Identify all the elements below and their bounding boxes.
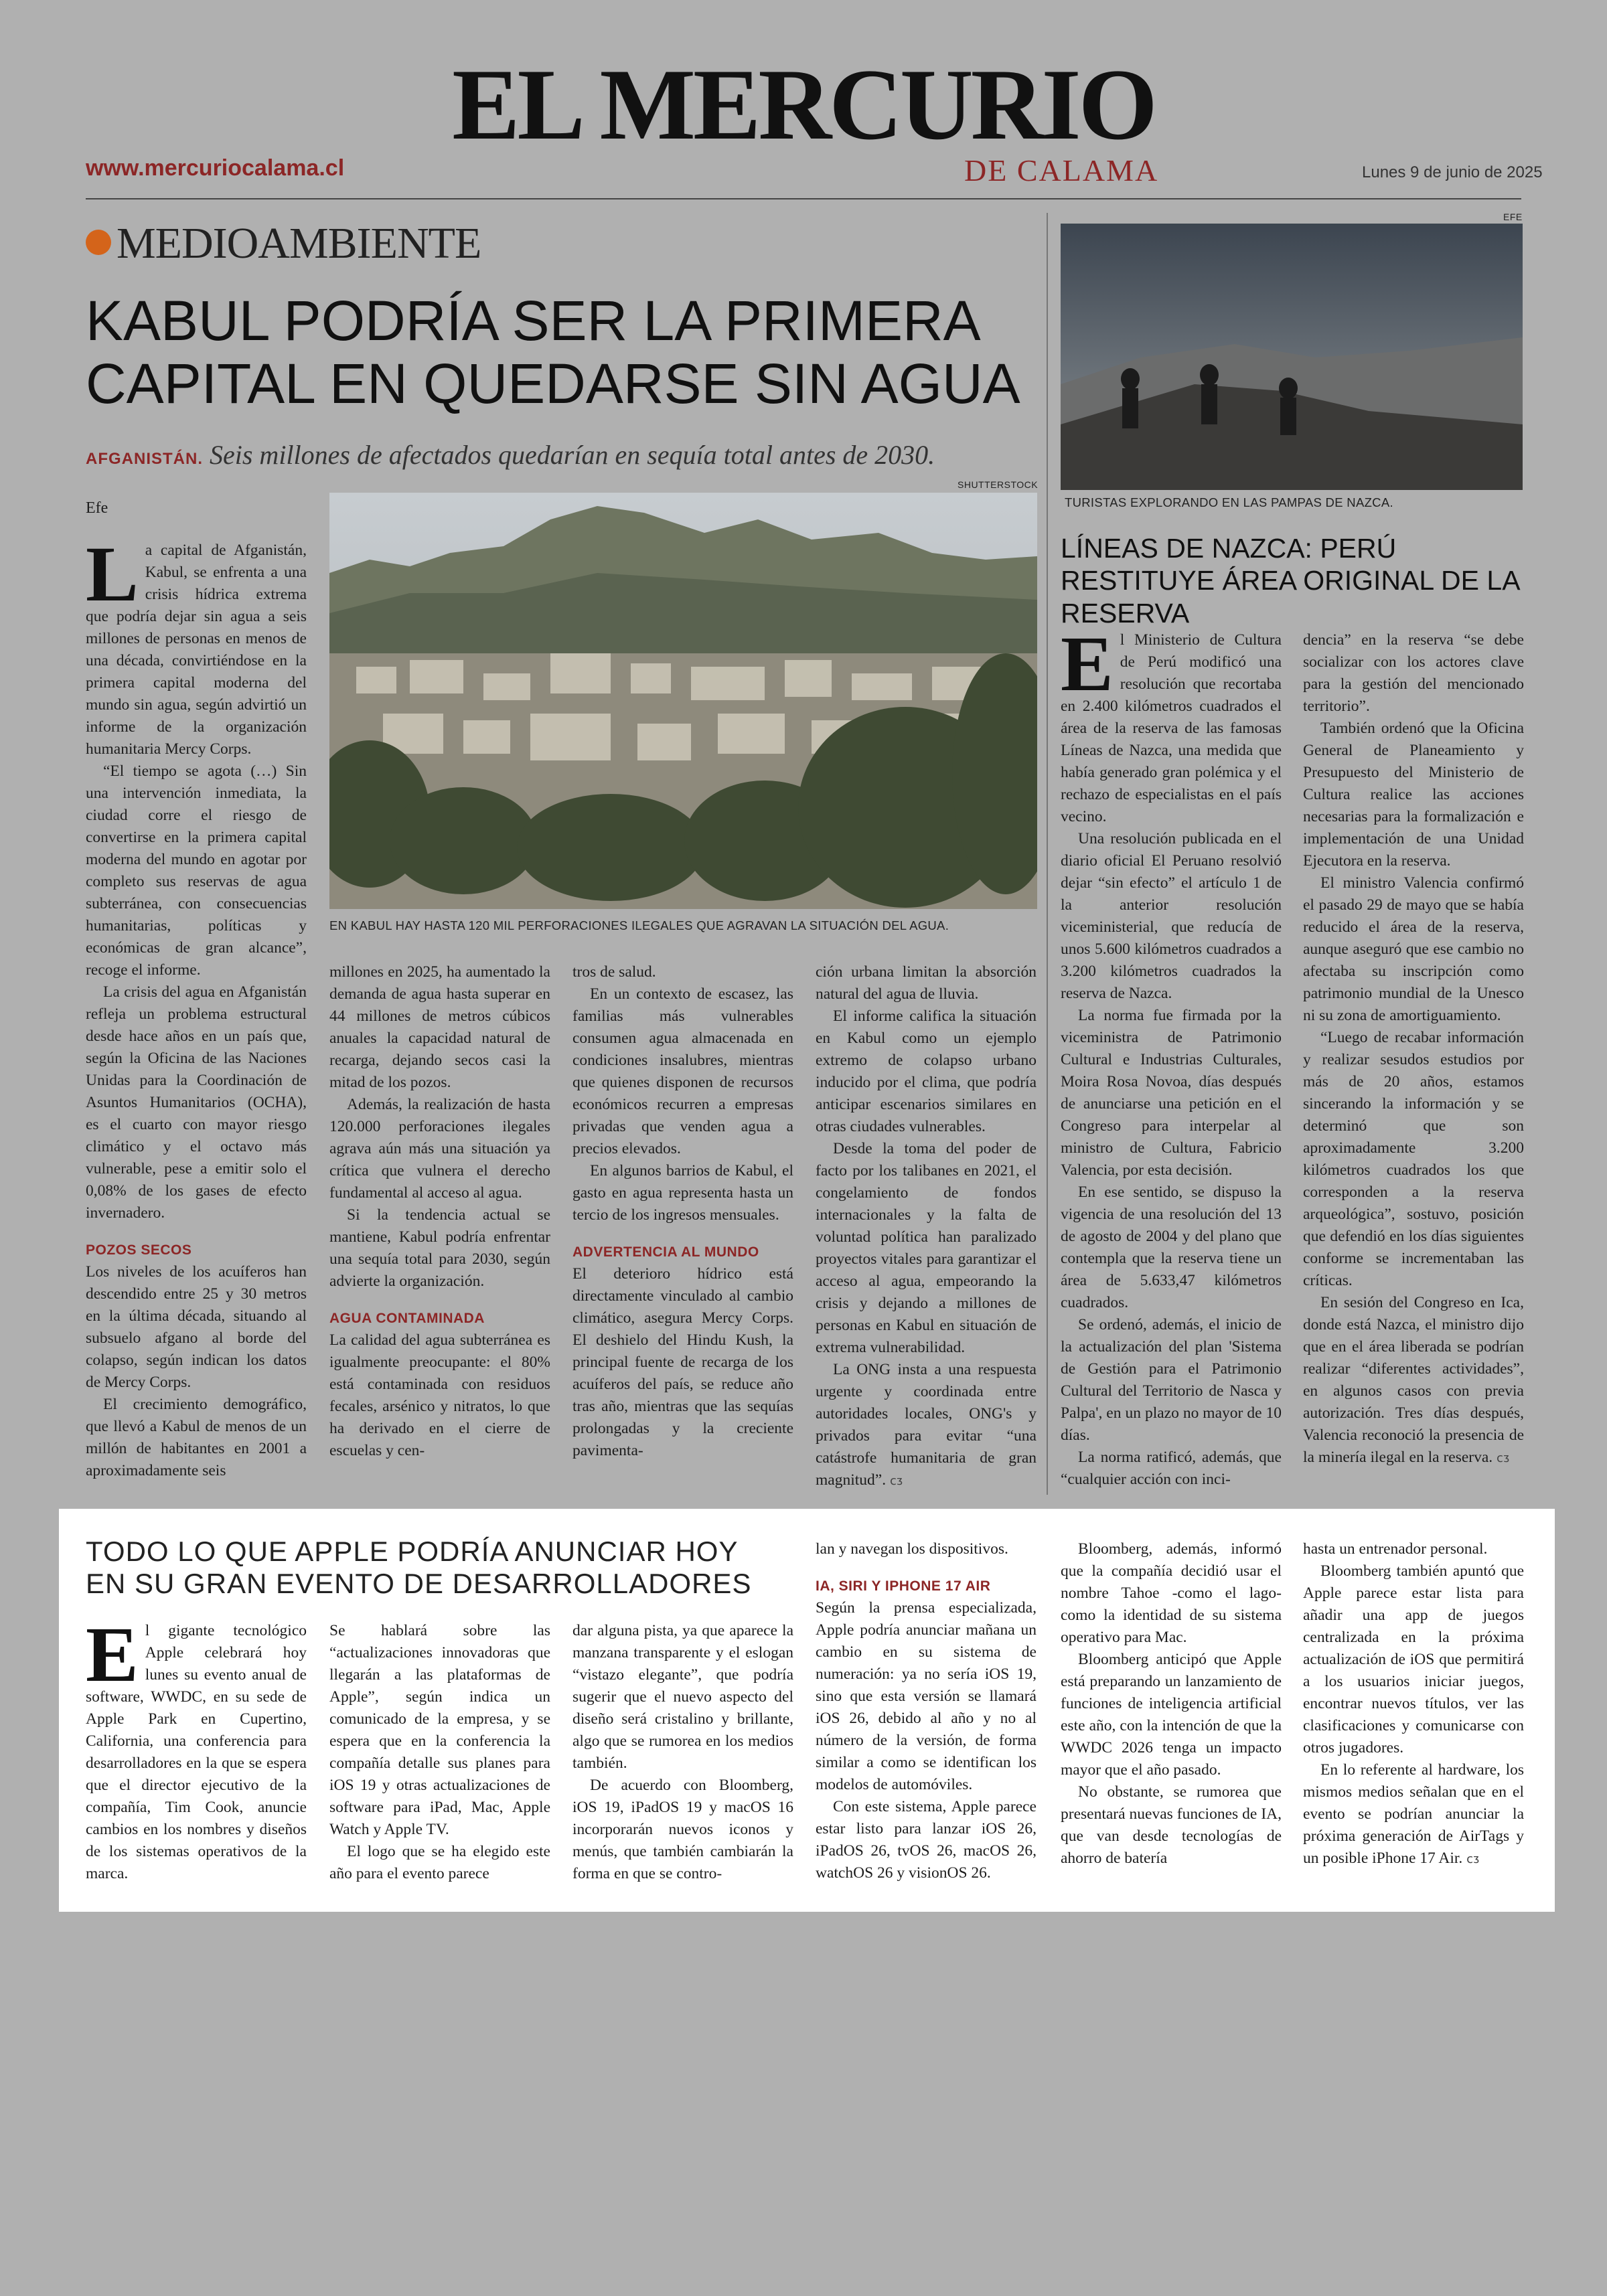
nazca-photo-graphic: [1061, 224, 1523, 490]
nazca-column-2: [1303, 629, 1524, 1469]
main-paragraph: tros de salud.: [572, 963, 656, 981]
column-divider: [1047, 213, 1048, 1495]
main-dropcap: L: [86, 530, 139, 618]
nazca-paragraph: La norma ratificó, además, que “cualquier acción con inci-: [1061, 1449, 1282, 1488]
main-paragraph: Desde la toma del poder de facto por los talibanes en 2021, el congelamiento de fondos internacionales y la falta de voluntad política han paralizado proyectos vitales para garantizar el acceso al agua, empeorando la crisis y dejando a millones de personas en Kabul en situación de extrema vulnerabilidad.: [816, 1140, 1037, 1356]
masthead-rule: [86, 198, 1521, 199]
apple-paragraph: El logo que se ha elegido este año para el evento parece: [329, 1843, 550, 1882]
apple-paragraph: [1303, 1759, 1524, 1870]
apple-column-3: [572, 1620, 793, 1885]
issue-date: Lunes 9 de junio de 2025: [1362, 163, 1543, 181]
section-dot-icon: [86, 230, 111, 255]
byline: Efe: [86, 499, 108, 517]
apple-paragraph: Bloomberg, además, informó que la compañía decidió usar el nombre Tahoe -como el lago- como la identidad de su sistema operativo para Mac.: [1061, 1540, 1282, 1646]
main-paragraph: En algunos barrios de Kabul, el gasto en agua representa hasta un tercio de los ingresos mensuales.: [572, 1162, 793, 1224]
main-photo-credit: SHUTTERSTOCK: [958, 479, 1039, 490]
end-mark-icon: ᴄᴣ: [1466, 1852, 1480, 1866]
apple-last-paragraph: En lo referente al hardware, los mismos medios señalan que en el evento se podrían anunciar la próxima generación de AirTags y un posible iPhone 17 Air.: [1303, 1761, 1524, 1867]
main-paragraph: [816, 1359, 1037, 1492]
apple-headline: TODO LO QUE APPLE PODRÍA ANUNCIAR HOY EN SU GRAN EVENTO DE DESARROLLADORES: [86, 1536, 752, 1600]
apple-paragraph: Según la prensa especializada, Apple podría anunciar mañana un cambio en su sistema de numeración: ya no sería iOS 19, sino que esta versión se llamará iOS 26, debido al año y no al número de la versión, de forma similar a como se identifican los modelos de automóviles.: [816, 1599, 1037, 1793]
apple-paragraph: No obstante, se rumorea que presentará nuevas funciones de IA, que van desde tecnologías de ahorro de batería: [1061, 1783, 1282, 1867]
main-paragraph: Si la tendencia actual se mantiene, Kabul podría enfrentar una sequía total para 2030, según advierte la organización.: [329, 1206, 550, 1290]
kabul-photo-caption: EN KABUL HAY HASTA 120 MIL PERFORACIONES ILEGALES QUE AGRAVAN LA SITUACIÓN DEL AGUA.: [329, 918, 949, 932]
subhead-advertencia: ADVERTENCIA AL MUNDO: [572, 1244, 759, 1260]
site-url: www.mercuriocalama.cl: [86, 155, 345, 181]
main-paragraph: ción urbana limitan la absorción natural del agua de lluvia.: [816, 963, 1037, 1003]
nazca-paragraph: La norma fue firmada por la viceministra de Patrimonio Cultural e Industrias Culturales, Moira Rosa Novoa, días después de anunciarse una petición en el Congreso para interpelar al ministro de Cultura, Fabricio Valencia, por esta decisión.: [1061, 1007, 1282, 1179]
kicker-dek: Seis millones de afectados quedarían en sequía total antes de 2030.: [210, 440, 935, 470]
apple-column-1: [86, 1611, 307, 1885]
nazca-paragraph: En ese sentido, se dispuso la vigencia de una resolución del 13 de agosto de 2004 y del plano que contempla que la reserva tiene un área de 5.633,47 kilómetros cuadrados.: [1061, 1183, 1282, 1311]
main-paragraph: El deterioro hídrico está directamente vinculado al cambio climático, asegura Mercy Corps. El deshielo del Hindu Kush, la principal fuente de recarga de los acuíferos del país, se reduce año tras año, mientras que las sequías prolongadas y la creciente pavimenta-: [572, 1265, 793, 1459]
masthead-city: DE CALAMA: [964, 153, 1159, 187]
main-paragraph: “El tiempo se agota (…) Sin una intervención inmediata, la ciudad corre el riesgo de convertirse en la primera capital moderna del mundo en agotar por completo sus reservas de agua subterránea, con consecuencias humanitarias, políticas y económicas de gran alcance”, recoge el informe.: [86, 762, 307, 979]
end-mark-icon: ᴄᴣ: [1497, 1451, 1510, 1465]
main-paragraph: El informe califica la situación en Kabul como un ejemplo extremo de colapso urbano inducido por el clima, que podría anticipar escenarios similares en otras ciudades vulnerables.: [816, 1007, 1037, 1135]
section-label: [86, 218, 481, 269]
nazca-paragraph: dencia” en la reserva “se debe socializar con los actores clave para la gestión del mencionado territorio”.: [1303, 631, 1524, 715]
nazca-paragraph: l Ministerio de Cultura de Perú modificó una resolución que recortaba en 2.400 kilómetros cuadrados el área de la reserva de las famosas Líneas de Nazca, una medida que había generado gran polémica y el rechazo de especialistas en el país vecino.: [1061, 631, 1282, 825]
main-column-3: [572, 961, 793, 1462]
apple-dropcap: E: [86, 1611, 139, 1698]
nazca-paragraph: [1303, 1292, 1524, 1469]
nazca-paragraph: Se ordenó, además, el inicio de la actualización del plan 'Sistema de Gestión para el Patrimonio Cultural del Territorio de Nasca y Palpa', en un plazo no mayor de 10 días.: [1061, 1316, 1282, 1444]
nazca-dropcap: E: [1061, 620, 1114, 708]
kabul-photo-graphic: [329, 493, 1037, 909]
main-headline: KABUL PODRÍA SER LA PRIMERA CAPITAL EN QUEDARSE SIN AGUA: [86, 289, 1020, 416]
nazca-last-paragraph: En sesión del Congreso en Ica, donde está Nazca, el ministro dijo que en el área liberada se podrían realizar “diferentes actividades”, en algunos casos con previa autorización. Tres días después, Valencia reconoció la presencia de la minería ilegal en la reserva.: [1303, 1294, 1524, 1466]
nazca-column-1: [1061, 620, 1282, 1491]
kicker-label: AFGANISTÁN.: [86, 450, 203, 468]
apple-paragraph: Bloomberg también apuntó que Apple parece estar lista para añadir una app de juegos centralizada en la próxima actualización de iOS que permitirá a los usuarios iniciar juegos, encontrar nuevos títulos, ver las clasificaciones y comunicarse con otros jugadores.: [1303, 1562, 1524, 1756]
apple-column-5: [1061, 1538, 1282, 1870]
apple-paragraph: Con este sistema, Apple parece estar listo para lanzar iOS 26, iPadOS 26, tvOS 26, macOS 26, watchOS 26 y visionOS 26.: [816, 1798, 1037, 1882]
main-column-1: [86, 530, 307, 1482]
main-kicker: [86, 439, 1037, 471]
main-paragraph: Además, la realización de hasta 120.000 perforaciones ilegales agrava aún más una situación ya crítica que vulnera el derecho fundamental al acceso al agua.: [329, 1096, 550, 1202]
apple-paragraph: De acuerdo con Bloomberg, iOS 19, iPadOS 19 y macOS 16 incorporarán nuevos iconos y menús, que también cambiarán la forma en que se contro-: [572, 1777, 793, 1882]
nazca-photo: [1061, 224, 1523, 490]
apple-paragraph: Bloomberg anticipó que Apple está preparando un lanzamiento de funciones de inteligencia artificial este año, con la intención de que la WWDC 2026 tenga un impacto mayor que el año pasado.: [1061, 1651, 1282, 1779]
apple-paragraph: dar alguna pista, ya que aparece la manzana transparente y el eslogan “vistazo elegante”, que podría sugerir que el nuevo aspecto del diseño será cristalino y brillante, algo que se rumorea en los medios también.: [572, 1622, 793, 1772]
main-paragraph: El crecimiento demográfico, que llevó a Kabul de menos de un millón de habitantes en 2001 a aproximadamente seis: [86, 1396, 307, 1479]
masthead-title: EL MERCURIO: [452, 48, 1155, 161]
apple-column-2: [329, 1620, 550, 1885]
main-paragraph: En un contexto de escasez, las familias más vulnerables consumen agua almacenada en condiciones insalubres, mientras que quienes disponen de recursos económicos recurren a empresas privadas que venden agua a precios elevados.: [572, 985, 793, 1157]
main-paragraph: a capital de Afganistán, Kabul, se enfrenta a una crisis hídrica extrema que podría dejar sin agua a seis millones de personas en menos de una década, convirtiéndose en la primera capital moderna del mundo sin agua, según advirtió un informe de la organización humanitaria Mercy Corps.: [86, 542, 307, 758]
subhead-pozos-secos: POZOS SECOS: [86, 1242, 192, 1258]
main-paragraph: La calidad del agua subterránea es igualmente preocupante: el 80% está contaminada con residuos fecales, arsénico y nitratos, lo que ha derivado en el cierre de escuelas y cen-: [329, 1331, 550, 1459]
nazca-photo-caption: TURISTAS EXPLORANDO EN LAS PAMPAS DE NAZCA.: [1065, 495, 1393, 509]
subhead-agua-contaminada: AGUA CONTAMINADA: [329, 1311, 485, 1326]
apple-column-6: [1303, 1538, 1524, 1870]
apple-paragraph: hasta un entrenador personal.: [1303, 1540, 1488, 1558]
apple-column-4: [816, 1538, 1037, 1884]
main-paragraph: millones en 2025, ha aumentado la demanda de agua hasta superar en 44 millones de metros cúbicos anuales la capacidad natural de recarga, dejando secos casi la mitad de los pozos.: [329, 963, 550, 1091]
end-mark-icon: ᴄᴣ: [889, 1474, 903, 1488]
subhead-ia-siri: IA, SIRI Y IPHONE 17 AIR: [816, 1578, 991, 1594]
nazca-paragraph: “Luego de recabar información y realizar sesudos estudios por más de 20 años, estamos sincerando la información y se determinó que son aproximadamente 3.200 kilómetros cuadrados los que corresponden a la reserva arqueológica”, sostuvo, posición que defendió en los días siguientes conforme se incrementaban las críticas.: [1303, 1029, 1524, 1289]
main-column-2: [329, 961, 550, 1462]
main-paragraph: Los niveles de los acuíferos han descendido entre 25 y 30 metros en la última década, situando al subsuelo afgano al borde del colapso, según indican los datos de Mercy Corps.: [86, 1263, 307, 1391]
main-last-paragraph: La ONG insta a una respuesta urgente y coordinada entre autoridades locales, ONG's y privados para evitar “una catástrofe humanitaria de gran magnitud”.: [816, 1361, 1037, 1489]
apple-paragraph: Se hablará sobre las “actualizaciones innovadoras que llegarán a las plataformas de Apple”, según indica un comunicado de la empresa, y se espera que en la conferencia la compañía detalle sus planes para iOS 19 y otras actualizaciones de software para iPad, Mac, Apple Watch y Apple TV.: [329, 1622, 550, 1838]
section-text: MEDIOAMBIENTE: [117, 219, 481, 268]
apple-paragraph: lan y navegan los dispositivos.: [816, 1540, 1008, 1558]
apple-paragraph: l gigante tecnológico Apple celebrará hoy lunes su evento anual de software, WWDC, en su sede de Apple Park en Cupertino, California, una conferencia para desarrolladores en la que se espera que el director ejecutivo de la compañía, Tim Cook, anuncie cambios en los nombres y diseños de los sistemas operativos de la marca.: [86, 1622, 307, 1882]
nazca-photo-credit: EFE: [1503, 212, 1523, 222]
kabul-photo: [329, 493, 1037, 909]
nazca-paragraph: El ministro Valencia confirmó el pasado 29 de mayo que se había reducido el área de la reserva, aunque aseguró que ese cambio no afectaba su inscripción como patrimonio mundial de la Unesco ni su zona de amortiguamiento.: [1303, 874, 1524, 1024]
nazca-paragraph: También ordenó que la Oficina General de Planeamiento y Presupuesto del Ministerio de Cultura realice las acciones necesarias para la formalización e implementación de una Unidad Ejecutora en la reserva.: [1303, 720, 1524, 870]
nazca-paragraph: Una resolución publicada en el diario oficial El Peruano resolvió dejar “sin efecto” el artículo 1 de la anterior resolución viceministerial, que reducía de unos 5.600 kilómetros cuadrados a 3.200 kilómetros cuadrados la reserva de Nazca.: [1061, 830, 1282, 1002]
main-paragraph: La crisis del agua en Afganistán refleja un problema estructural desde hace años en un país que, según la Oficina de las Naciones Unidas para la Coordinación de Asuntos Humanitarios (OCHA), es el cuarto con mayor riesgo climático y el octavo más vulnerable, pese a emitir solo el 0,08% de los gases de efecto invernadero.: [86, 983, 307, 1222]
nazca-headline: LÍNEAS DE NAZCA: PERÚ RESTITUYE ÁREA ORIGINAL DE LA RESERVA: [1061, 533, 1519, 629]
main-column-4: [816, 961, 1037, 1492]
